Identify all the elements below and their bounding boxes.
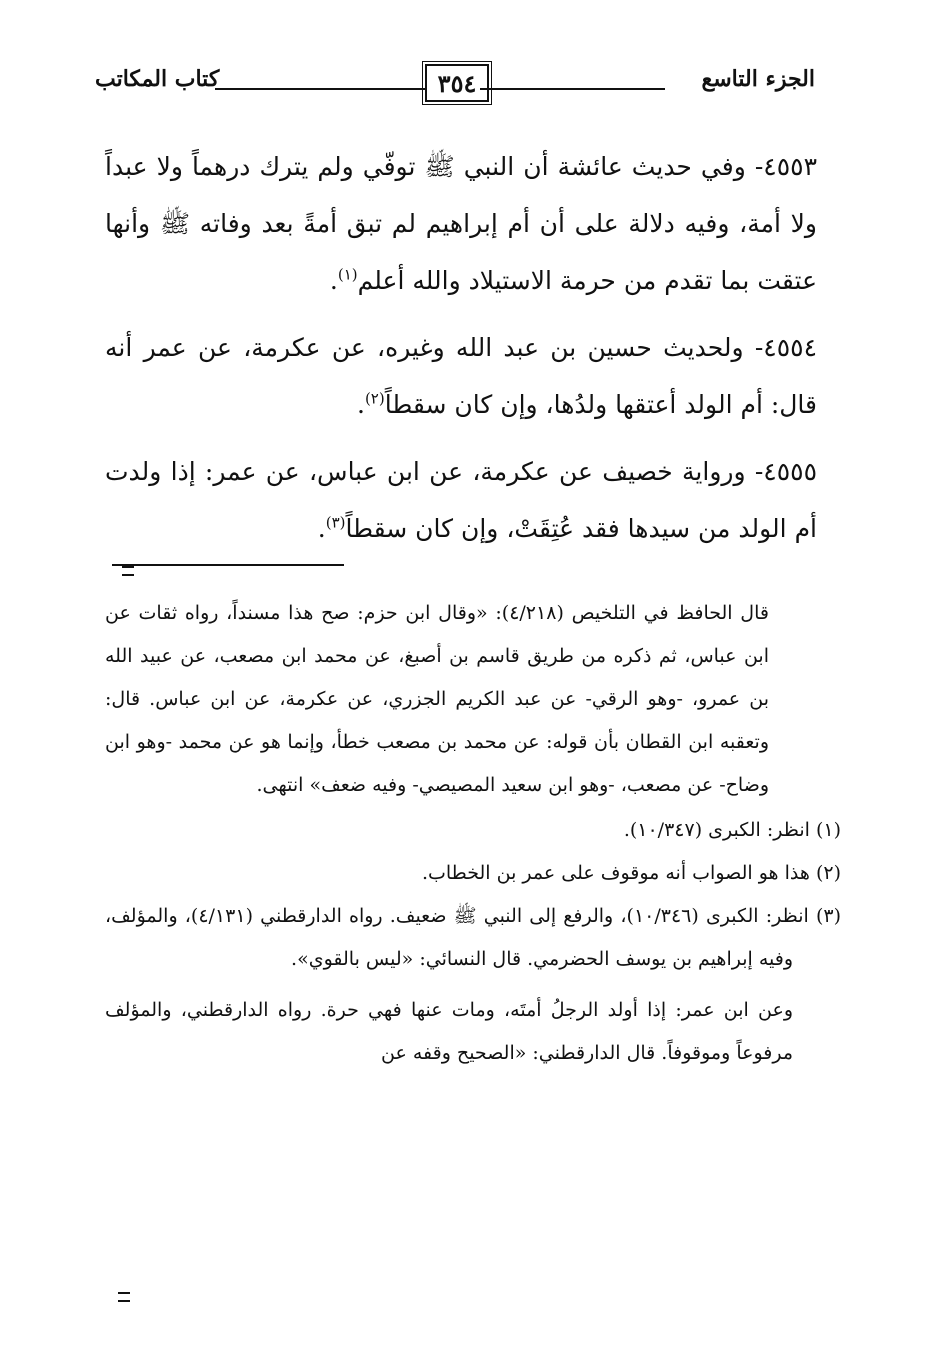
paragraph-text: ٤٥٥٤- ولحديث حسين بن عبد الله وغيره، عن عكرمة، عن عمر أنه قال: أم الولد أعتقها ولدُها، وإن كان سقطاً <box>105 333 817 419</box>
footnote-1 <box>105 809 841 852</box>
paragraph-text: ٤٥٥٥- ورواية خصيف عن عكرمة، عن ابن عباس، عن عمر: إذا ولدت أم الولد من سيدها فقد عُتِقَتْ، وإن كان سقطاً <box>105 457 817 543</box>
continuation-mark-top <box>122 566 134 576</box>
main-text <box>105 138 817 567</box>
footnote-text-1: انظر: الكبرى (١٠/٣٤٧). <box>623 819 810 841</box>
paragraph-end: . <box>329 266 338 295</box>
footnote-3 <box>105 895 841 981</box>
footnotes <box>105 592 841 1075</box>
footnote-after-paragraph: وعن ابن عمر: إذا أولد الرجلُ أمتَه، ومات عنها فهي حرة. رواه الدارقطني، والمؤلف مرفوعاً وموقوفاً. قال الدارقطني: «الصحيح وقفه عن <box>105 999 793 1064</box>
paragraph-4554 <box>105 319 817 433</box>
footnote-continuation: قال الحافظ في التلخيص (٤/٢١٨): «وقال ابن حزم: صح هذا مسنداً، رواه ثقات عن ابن عباس، ثم ذكره من طريق قاسم بن أصبغ، عن محمد ابن مصعب، عن عبيد الله بن عمرو، -وهو الرقي- عن عبد الكريم الجزري، عن عكرمة، عن ابن عباس. قال: وتعقبه ابن القطان بأن قوله: عن محمد بن مصعب خطأ، وإنما هو عن محمد -وهو ابن وضاح- عن مصعب، -وهو ابن سعيد المصيصي- وفيه ضعف» انتهى. <box>105 602 769 796</box>
paragraph-4553 <box>105 138 817 309</box>
header-rule-right <box>480 88 665 90</box>
book-title: كتاب المكاتب <box>95 66 220 92</box>
paragraph-4555 <box>105 443 817 557</box>
paragraph-end: . <box>356 390 365 419</box>
page-number: ٣٥٤ <box>425 64 489 102</box>
header-rule-left <box>215 88 427 90</box>
footnote-ref-3[interactable]: (٣) <box>325 513 346 532</box>
footnote-text-3: انظر: الكبرى (١٠/٣٤٦)، والرفع إلى النبي ﷺ ضعيف. رواه الدارقطني (٤/١٣١)، والمؤلف، وفيه إبراهيم بن يوسف الحضرمي. قال النسائي: «ليس بالقوي». <box>105 905 809 970</box>
footnote-ref-1[interactable]: (١) <box>337 265 358 284</box>
continuation-mark-bottom <box>118 1292 130 1302</box>
footnote-text-2: هذا هو الصواب أنه موقوف على عمر بن الخطاب. <box>421 862 810 884</box>
paragraph-text: ٤٥٥٣- وفي حديث عائشة أن النبي ﷺ توفّي ولم يترك درهماً ولا عبداً ولا أمة، وفيه دلالة على أن أم إبراهيم لم تبق أمةً بعد وفاته ﷺ وأنها عتقت بما تقدم من حرمة الاستيلاد والله أعلم <box>105 152 817 295</box>
footnote-marker-3: (٣) <box>815 905 841 927</box>
footnote-marker-1: (١) <box>815 819 841 841</box>
footnote-2 <box>105 852 841 895</box>
volume-title: الجزء التاسع <box>701 66 815 92</box>
footnote-separator <box>112 564 344 566</box>
paragraph-end: . <box>317 514 326 543</box>
footnote-ref-2[interactable]: (٢) <box>364 389 385 408</box>
footnote-marker-2: (٢) <box>815 862 841 884</box>
running-header <box>95 60 815 110</box>
